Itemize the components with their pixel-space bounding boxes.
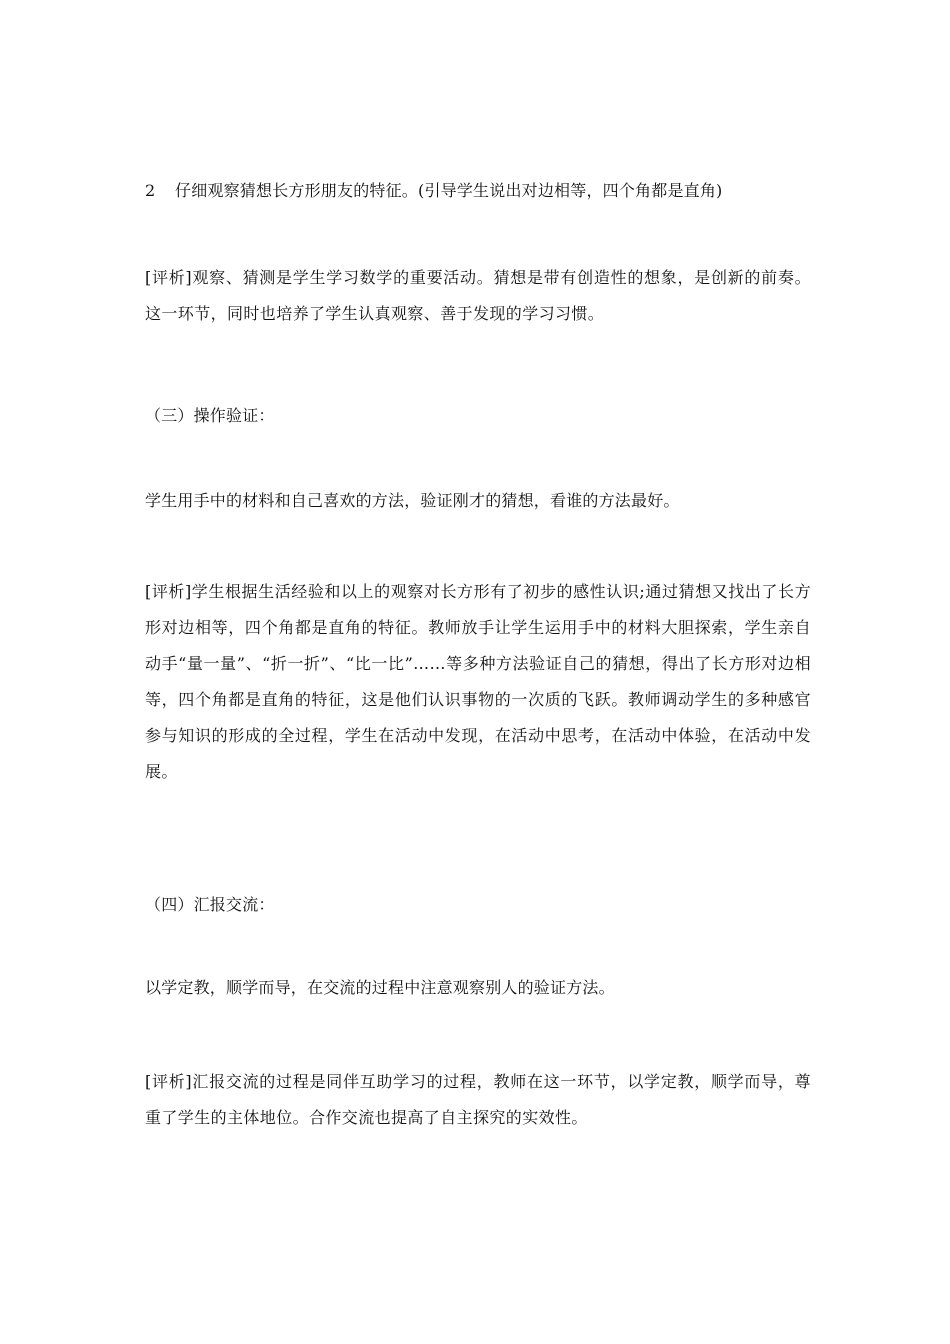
comment-operation: [评析]学生根据生活经验和以上的观察对长方形有了初步的感性认识;通过猜想又找出了长方形对边相等，四个角都是直角的特征。教师放手让学生运用手中的材料大胆探索，学生亲自动手“量一量”、“折一折”、“比一比”……等多种方法验证自己的猜想，得出了长方形对边相等，四个角都是直角的特征，这是他们认识事物的一次质的飞跃。教师调动学生的多种感官参与知识的形成的全过程，学生在活动中发现，在活动中思考，在活动中体验，在活动中发展。	[145, 582, 811, 781]
list-item-text: 仔细观察猜想长方形朋友的特征。(引导学生说出对边相等，四个角都是直角)	[175, 181, 723, 200]
comment-observation: [评析]观察、猜测是学生学习数学的重要活动。猜想是带有创造性的想象，是创新的前奏。这一环节，同时也培养了学生认真观察、善于发现的学习习惯。	[145, 268, 811, 323]
list-item-number: 2	[145, 181, 156, 200]
list-item-2	[145, 181, 815, 201]
comment-report: [评析]汇报交流的过程是同伴互助学习的过程，教师在这一环节，以学定教，顺学而导，尊重了学生的主体地位。合作交流也提高了自主探究的实效性。	[145, 1072, 811, 1127]
section-heading-3: （三）操作验证：	[145, 406, 275, 425]
paragraph-report: 以学定教，顺学而导，在交流的过程中注意观察别人的验证方法。	[145, 978, 615, 997]
paragraph-operation: 学生用手中的材料和自己喜欢的方法，验证刚才的猜想，看谁的方法最好。	[145, 491, 680, 510]
section-heading-4: （四）汇报交流：	[145, 895, 275, 914]
